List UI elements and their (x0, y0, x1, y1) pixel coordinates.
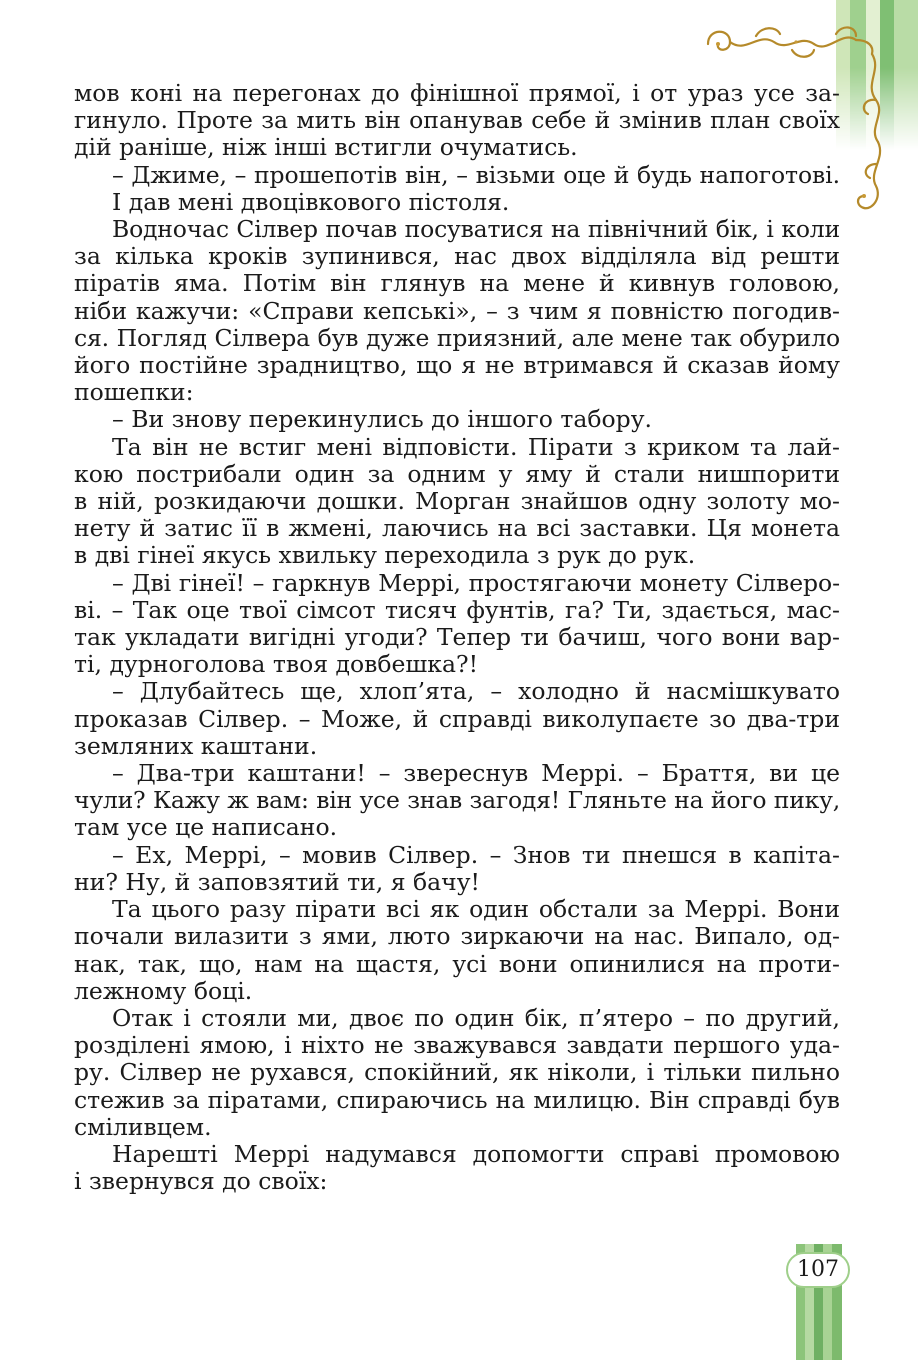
text-line: – Джиме, – прошепотів він, – візьми оце й будь напоготові. (112, 160, 840, 189)
text-line: нету й затис її в жмені, лаючись на всі заставки. Ця монета (74, 514, 840, 543)
text-line: проказав Сілвер. – Може, й справді виколупаєте зо два-три (74, 704, 840, 733)
text-line: ніби кажучи: «Справи кепські», – з чим я повністю погодив- (74, 296, 840, 325)
text-line: Водночас Сілвер почав посуватися на північний бік, і коли (112, 215, 840, 244)
text-line: дій раніше, ніж інші встигли очуматись. (74, 133, 578, 162)
text-line: так укладати вигідні угоди? Тепер ти бачиш, чого вони вар- (74, 623, 840, 652)
text-line: – Два-три каштани! – звереснув Меррі. – Браття, ви це (112, 759, 840, 788)
text-line: пошепки: (74, 378, 194, 407)
text-line: Отак і стояли ми, двоє по один бік, п’ятеро – по другий, (112, 1003, 840, 1032)
text-line: піратів яма. Потім він глянув на мене й кивнув головою, (74, 269, 840, 298)
page-number: 107 (786, 1252, 850, 1288)
text-line: лежному боці. (74, 976, 253, 1005)
text-line: – Ви знову перекинулись до іншого табору. (112, 405, 652, 434)
text-line: в дві гінеї якусь хвильку переходила з рук до рук. (74, 541, 696, 570)
text-line: стежив за піратами, спираючись на милицю. Він справді був (74, 1085, 840, 1114)
text-line: нак, так, що, нам на щастя, усі вони опинилися на проти- (74, 949, 840, 978)
text-line: в ній, розкидаючи дошки. Морган знайшов одну золоту мо- (74, 487, 840, 516)
text-line: за кілька кроків зупинився, нас двох відділяла від решти (74, 242, 840, 271)
text-line: його постійне зрадництво, що я не втримався й сказав йому (74, 351, 840, 380)
text-line: і звернувся до своїх: (74, 1167, 328, 1196)
text-line: – Ех, Меррі, – мовив Сілвер. – Знов ти пнешся в капіта- (112, 840, 840, 869)
body-text (74, 80, 840, 1195)
text-line: чули? Кажу ж вам: він усе знав загодя! Гляньте на його пику, (74, 786, 840, 815)
text-line: земляних каштани. (74, 731, 318, 760)
text-line: – Дві гінеї! – гаркнув Меррі, простягаючи монету Сілверо- (112, 568, 840, 597)
text-line: ся. Погляд Сілвера був дуже приязний, але мене так обурило (74, 323, 840, 352)
text-line: гинуло. Проте за мить він опанував себе й змінив план своїх (74, 106, 840, 135)
text-line: ру. Сілвер не рухався, спокійний, як ніколи, і тільки пильно (74, 1058, 840, 1087)
text-line: І дав мені двоцівкового пістоля. (112, 187, 510, 216)
text-line: ни? Ну, й заповзятий ти, я бачу! (74, 867, 480, 896)
text-line: ві. – Так оце твої сімсот тисяч фунтів, га? Ти, здається, мас- (74, 595, 840, 624)
text-line: кою пострибали один за одним у яму й стали нишпорити (74, 459, 840, 488)
text-line: сміливцем. (74, 1112, 212, 1141)
text-line: мов коні на перегонах до фінішної прямої, і от ураз усе за- (74, 79, 840, 107)
text-line: почали вилазити з ями, люто зиркаючи на нас. Випало, од- (74, 922, 840, 951)
text-line: Та він не встиг мені відповісти. Пірати з криком та лай- (112, 432, 840, 461)
text-line: Та цього разу пірати всі як один обстали за Меррі. Вони (112, 895, 840, 924)
text-line: – Длубайтесь ще, хлоп’ята, – холодно й насмішкувато (112, 677, 840, 706)
text-line: розділені ямою, і ніхто не зважувався завдати першого уда- (74, 1031, 840, 1060)
text-line: Нарешті Меррі надумався допомогти справі промовою (112, 1139, 840, 1168)
text-line: там усе це написано. (74, 813, 338, 842)
text-line: ті, дурноголова твоя довбешка?! (74, 650, 479, 679)
